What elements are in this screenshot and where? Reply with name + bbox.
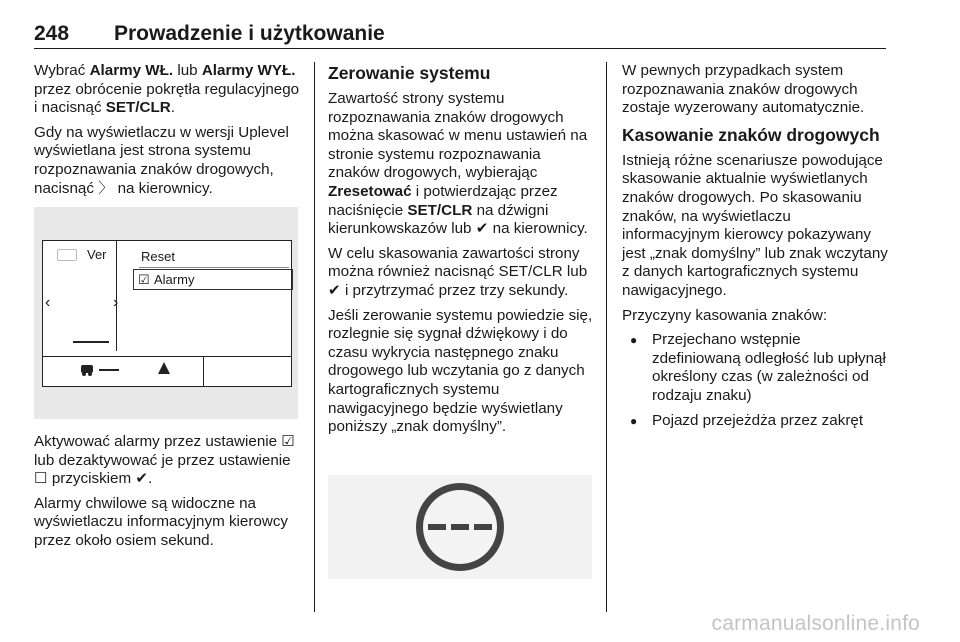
chevron-right-icon: › <box>113 294 119 311</box>
list-item: ● Pojazd przejeżdża przez zakręt <box>622 412 890 431</box>
settings-menu <box>116 241 292 351</box>
checkbox-checked-icon: ☑ <box>138 272 150 287</box>
default-sign-illustration <box>328 475 592 579</box>
car-icon <box>79 361 95 377</box>
paragraph: Przyczyny kasowania znaków: <box>622 306 828 324</box>
watermark: carmanualsonline.info <box>711 612 920 635</box>
display-rule <box>203 356 204 386</box>
menu-rule <box>139 267 289 268</box>
paragraph: Istnieją różne scenariusze powodujące skasowanie aktualnie wyświetlanych znaków drogowych. Po skasowaniu znaków, na wyświetlaczu informacyjnym kierowcy pokazywany jest „znak domyślny” lub znak wczytany z danych kartograficznych systemu nawigacyjnego. <box>622 151 888 299</box>
column-divider <box>314 62 315 612</box>
paragraph: W pewnych przypadkach system rozpoznawania znaków drogowych zostaje wyzerowany automatycznie. <box>622 62 865 117</box>
column-1-lower <box>34 433 302 557</box>
column-1 <box>34 62 302 204</box>
column-divider <box>606 62 607 612</box>
warning-icon <box>157 361 171 375</box>
alarm-item[interactable] <box>133 269 293 290</box>
chevron-left-icon: ‹ <box>45 294 51 311</box>
section-heading: Zerowanie systemu <box>328 63 491 83</box>
settings-icon <box>57 249 77 261</box>
list-item: ● Przejechano wstępnie zdefiniowaną odległość lub upłynął określony czas (w zależności od rodzaju znaku) <box>622 331 890 405</box>
tab-label: Ver <box>87 247 107 262</box>
paragraph: W celu skasowania zawartości strony można również nacisnąć SET/CLR lub ✔ i przytrzymać przez trzy sekundy. <box>328 244 588 299</box>
dash-icon <box>99 369 119 371</box>
paragraph: Gdy na wyświetlaczu w wersji Uplevel wyświetlana jest strona systemu rozpoznawania znaków drogowych, nacisnąć 〉 na kierownicy. <box>34 123 289 197</box>
page-number: 248 <box>34 22 70 45</box>
display-frame <box>42 240 292 387</box>
page-title: Prowadzenie i użytkowanie <box>114 22 385 45</box>
paragraph: Aktywować alarmy przez ustawienie ☑ lub dezaktywować je przez ustawienie ☐ przyciskiem ✔. <box>34 433 295 488</box>
section-heading: Kasowanie znaków drogowych <box>622 124 880 145</box>
reset-item[interactable] <box>129 247 289 265</box>
display-illustration <box>34 207 298 419</box>
display-rule <box>73 341 109 343</box>
paragraph: Alarmy chwilowe są widoczne na wyświetlaczu informacyjnym kierowcy przez około osiem sekund. <box>34 494 289 549</box>
alarm-label: Alarmy <box>154 272 195 287</box>
paragraph: Zawartość strony systemu rozpoznawania znaków drogowych można skasować w menu ustawień na stronie systemu rozpoznawania znaków drogowych, wybierając Zresetować i potwierdzając przez naciśnięcie SET/CLR na dźwigni kierunkowskazów lub ✔ na kierownicy. <box>328 90 588 238</box>
column-2 <box>328 62 596 443</box>
paragraph: Jeśli zerowanie systemu powiedzie się, rozlegnie się sygnał dźwiękowy i do czasu wykrycia następnego znaku drogowego lub wczytania go z danych kartograficznych systemu nawigacyjnego będzie wyświetlany poniższy „znak domyślny”. <box>328 306 593 436</box>
bullet-list <box>622 331 890 430</box>
display-rule <box>43 356 291 357</box>
reset-label: Reset <box>141 249 175 264</box>
column-3 <box>622 62 890 436</box>
default-sign-icon <box>328 475 592 579</box>
paragraph: Wybrać Alarmy WŁ. lub Alarmy WYŁ. przez obrócenie pokrętła regulacyjnego i nacisnąć SET/CLR. <box>34 62 300 117</box>
header-rule <box>34 48 886 49</box>
